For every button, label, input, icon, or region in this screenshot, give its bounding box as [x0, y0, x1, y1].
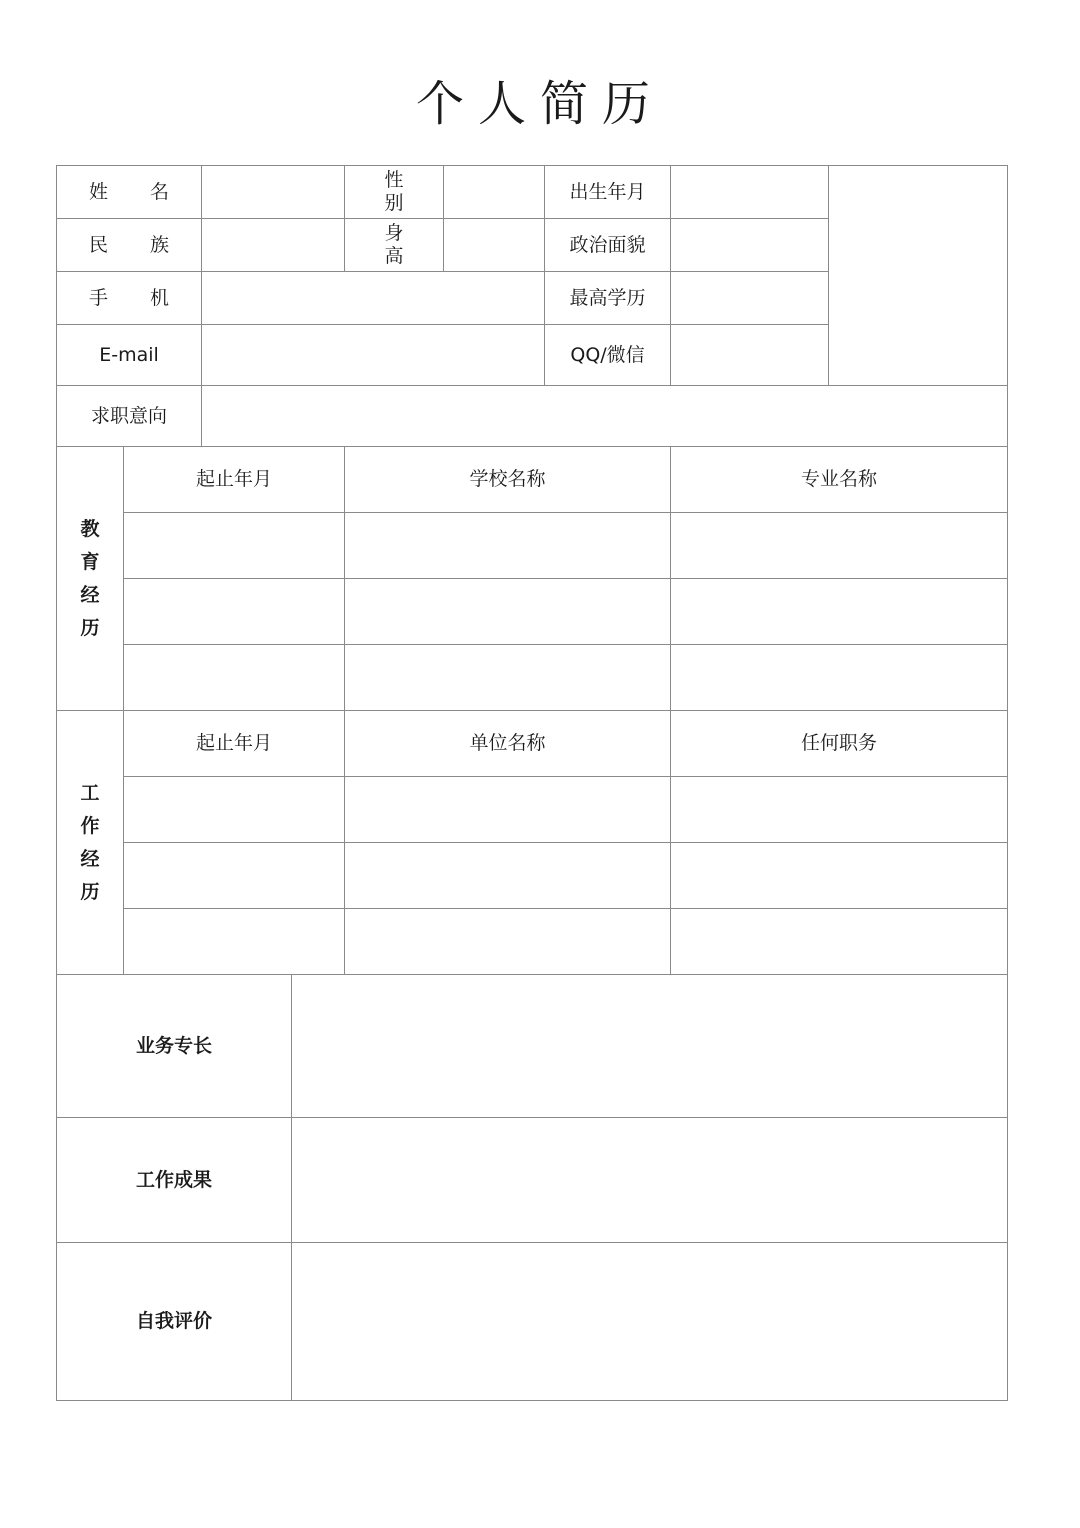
education-header-row — [57, 447, 1008, 513]
basic-row-1 — [57, 166, 1008, 219]
email-field[interactable] — [202, 325, 545, 386]
email-label: E-mail — [57, 325, 202, 386]
work-position-field[interactable] — [671, 909, 1008, 975]
photo-area[interactable] — [829, 166, 1008, 386]
education-school-field[interactable] — [345, 513, 671, 579]
education-school-field[interactable] — [345, 645, 671, 711]
work-section-label: 工 作 经 历 — [57, 711, 124, 975]
name-label: 姓 名 — [57, 166, 202, 219]
education-row — [57, 513, 1008, 579]
height-field[interactable] — [444, 219, 545, 272]
education-col-period: 起止年月 — [124, 447, 345, 513]
gender-field[interactable] — [444, 166, 545, 219]
work-period-field[interactable] — [124, 777, 345, 843]
self-eval-field[interactable] — [292, 1243, 1008, 1401]
name-field[interactable] — [202, 166, 345, 219]
ethnicity-field[interactable] — [202, 219, 345, 272]
political-field[interactable] — [671, 219, 829, 272]
phone-field[interactable] — [202, 272, 545, 325]
skills-field[interactable] — [292, 975, 1008, 1118]
achievements-field[interactable] — [292, 1118, 1008, 1243]
birth-field[interactable] — [671, 166, 829, 219]
work-position-field[interactable] — [671, 777, 1008, 843]
work-position-field[interactable] — [671, 843, 1008, 909]
height-label: 身 高 — [345, 219, 444, 272]
education-period-field[interactable] — [124, 645, 345, 711]
page-title: 个人简历 — [415, 76, 664, 132]
education-row — [57, 645, 1008, 711]
qq-label: QQ/微信 — [545, 325, 671, 386]
education-major-field[interactable] — [671, 579, 1008, 645]
education-section-label: 教 育 经 历 — [57, 447, 124, 711]
objective-row — [57, 386, 1008, 447]
skills-label: 业务专长 — [57, 975, 292, 1118]
education-field[interactable] — [671, 272, 829, 325]
qq-field[interactable] — [671, 325, 829, 386]
work-company-field[interactable] — [345, 843, 671, 909]
work-header-row — [57, 711, 1008, 777]
work-company-field[interactable] — [345, 909, 671, 975]
self-eval-label: 自我评价 — [57, 1243, 292, 1401]
education-school-field[interactable] — [345, 579, 671, 645]
political-label: 政治面貌 — [545, 219, 671, 272]
education-col-major: 专业名称 — [671, 447, 1008, 513]
objective-field[interactable] — [202, 386, 1008, 447]
achievements-row — [57, 1118, 1008, 1243]
birth-label: 出生年月 — [545, 166, 671, 219]
education-col-school: 学校名称 — [345, 447, 671, 513]
ethnicity-label: 民 族 — [57, 219, 202, 272]
education-label: 最高学历 — [545, 272, 671, 325]
self-eval-row — [57, 1243, 1008, 1401]
work-col-company: 单位名称 — [345, 711, 671, 777]
education-period-field[interactable] — [124, 579, 345, 645]
work-row — [57, 777, 1008, 843]
objective-label: 求职意向 — [57, 386, 202, 447]
education-major-field[interactable] — [671, 645, 1008, 711]
work-company-field[interactable] — [345, 777, 671, 843]
achievements-label: 工作成果 — [57, 1118, 292, 1243]
work-col-period: 起止年月 — [124, 711, 345, 777]
work-period-field[interactable] — [124, 843, 345, 909]
work-row — [57, 843, 1008, 909]
education-row — [57, 579, 1008, 645]
resume-table — [56, 165, 1008, 1401]
work-col-position: 任何职务 — [671, 711, 1008, 777]
gender-label: 性 别 — [345, 166, 444, 219]
skills-row — [57, 975, 1008, 1118]
education-period-field[interactable] — [124, 513, 345, 579]
phone-label: 手 机 — [57, 272, 202, 325]
work-row — [57, 909, 1008, 975]
education-major-field[interactable] — [671, 513, 1008, 579]
work-period-field[interactable] — [124, 909, 345, 975]
